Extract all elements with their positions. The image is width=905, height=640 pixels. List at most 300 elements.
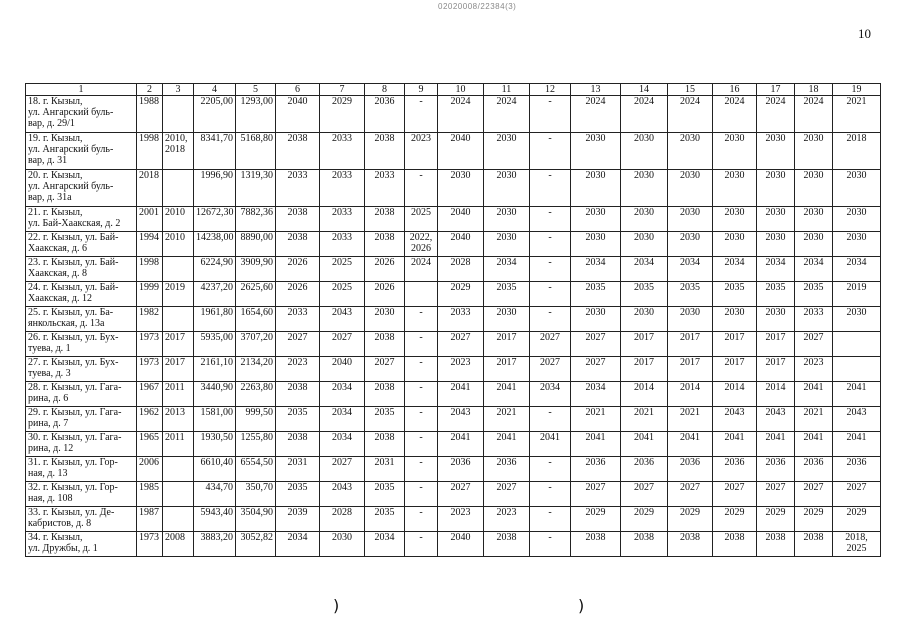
repair-year-cell: 2033 <box>276 170 320 207</box>
repair-year-cell: 2030 <box>795 232 833 257</box>
address-cell: 32. г. Кызыл, ул. Гор- ная, д. 108 <box>26 482 137 507</box>
repair-year-cell: 2026 <box>276 257 320 282</box>
year-built-cell: 1994 <box>137 232 163 257</box>
repair-year-cell: 2030 <box>757 232 795 257</box>
repair-year-cell: 2017 <box>484 357 530 382</box>
year-built-cell: 1999 <box>137 282 163 307</box>
table-row <box>26 207 881 232</box>
repair-year-cell: 2030 <box>713 307 757 332</box>
year-built-cell: 1973 <box>137 357 163 382</box>
repair-year-cell: 2024 <box>668 96 713 133</box>
repair-year-cell: 2018, 2025 <box>833 532 881 557</box>
column-number-cell: 11 <box>484 84 530 96</box>
repair-year-cell: 2041 <box>795 382 833 407</box>
column-number-cell: 9 <box>405 84 438 96</box>
repair-year-cell: 2034 <box>668 257 713 282</box>
repair-year-cell: 2034 <box>276 532 320 557</box>
living-area-cell: 3504,90 <box>236 507 276 532</box>
repair-year-cell: 2027 <box>320 457 365 482</box>
repair-year-cell: 2034 <box>484 257 530 282</box>
repair-year-cell: 2028 <box>438 257 484 282</box>
living-area-cell: 1654,60 <box>236 307 276 332</box>
repair-year-cell: 2029 <box>571 507 621 532</box>
total-area-cell: 2205,00 <box>194 96 236 133</box>
table-row <box>26 432 881 457</box>
repair-year-cell: 2036 <box>668 457 713 482</box>
repair-year-cell: 2030 <box>757 170 795 207</box>
repair-year-cell: 2027 <box>571 332 621 357</box>
total-area-cell: 4237,20 <box>194 282 236 307</box>
repair-year-cell: 2017 <box>621 357 668 382</box>
repair-year-cell: 2029 <box>621 507 668 532</box>
repair-year-cell: 2034 <box>320 407 365 432</box>
repair-year-cell: 2040 <box>438 232 484 257</box>
year-renovated-cell: 2010 <box>163 232 194 257</box>
repair-year-cell: 2030 <box>621 232 668 257</box>
year-built-cell: 1988 <box>137 96 163 133</box>
repair-year-cell: 2030 <box>621 170 668 207</box>
total-area-cell: 2161,10 <box>194 357 236 382</box>
repair-year-cell: 2041 <box>484 382 530 407</box>
scan-mark: ) <box>578 596 585 615</box>
repair-year-cell: 2034 <box>713 257 757 282</box>
repair-year-cell: 2030 <box>795 207 833 232</box>
repair-year-cell: - <box>405 432 438 457</box>
repair-year-cell: 2035 <box>571 282 621 307</box>
repair-year-cell: 2038 <box>571 532 621 557</box>
column-number-cell: 7 <box>320 84 365 96</box>
living-area-cell: 5168,80 <box>236 133 276 170</box>
repair-year-cell: 2027 <box>438 482 484 507</box>
year-built-cell: 2018 <box>137 170 163 207</box>
column-number-cell: 1 <box>26 84 137 96</box>
repair-year-cell: 2030 <box>571 170 621 207</box>
repair-year-cell: 2036 <box>438 457 484 482</box>
repair-year-cell: 2033 <box>365 170 405 207</box>
repair-year-cell: 2023 <box>405 133 438 170</box>
total-area-cell: 1930,50 <box>194 432 236 457</box>
column-number-cell: 10 <box>438 84 484 96</box>
year-renovated-cell: 2008 <box>163 532 194 557</box>
repair-year-cell: 2027 <box>530 332 571 357</box>
repair-year-cell: 2035 <box>365 482 405 507</box>
repair-year-cell: 2041 <box>795 432 833 457</box>
repair-year-cell: - <box>405 332 438 357</box>
repair-year-cell: 2041 <box>621 432 668 457</box>
repair-year-cell: 2038 <box>757 532 795 557</box>
column-number-cell: 13 <box>571 84 621 96</box>
repair-year-cell: 2030 <box>621 307 668 332</box>
repair-year-cell: 2030 <box>833 207 881 232</box>
repair-year-cell: 2027 <box>365 357 405 382</box>
repair-year-cell: 2038 <box>668 532 713 557</box>
year-renovated-cell <box>163 170 194 207</box>
year-renovated-cell <box>163 257 194 282</box>
year-built-cell: 1967 <box>137 382 163 407</box>
repair-year-cell: 2024 <box>713 96 757 133</box>
repair-year-cell: 2027 <box>530 357 571 382</box>
living-area-cell: 999,50 <box>236 407 276 432</box>
address-cell: 26. г. Кызыл, ул. Бух- туева, д. 1 <box>26 332 137 357</box>
table-row <box>26 532 881 557</box>
repair-year-cell: 2030 <box>571 133 621 170</box>
repair-year-cell: 2038 <box>276 232 320 257</box>
year-built-cell: 1962 <box>137 407 163 432</box>
repair-year-cell: 2030 <box>484 170 530 207</box>
repair-year-cell: 2040 <box>276 96 320 133</box>
year-renovated-cell <box>163 307 194 332</box>
repair-year-cell: - <box>530 133 571 170</box>
year-built-cell: 2001 <box>137 207 163 232</box>
repair-year-cell: 2041 <box>571 432 621 457</box>
repair-year-cell: 2024 <box>405 257 438 282</box>
repair-year-cell: 2041 <box>713 432 757 457</box>
repair-year-cell: 2041 <box>530 432 571 457</box>
repair-year-cell: 2043 <box>757 407 795 432</box>
repair-year-cell: 2030 <box>713 170 757 207</box>
total-area-cell: 1961,80 <box>194 307 236 332</box>
repair-year-cell: - <box>530 96 571 133</box>
column-number-cell: 12 <box>530 84 571 96</box>
repair-year-cell: 2026 <box>365 282 405 307</box>
repair-year-cell: 2035 <box>276 482 320 507</box>
column-number-cell: 2 <box>137 84 163 96</box>
repair-year-cell: 2035 <box>795 282 833 307</box>
repair-year-cell: 2030 <box>365 307 405 332</box>
repair-year-cell: 2041 <box>668 432 713 457</box>
table-row <box>26 407 881 432</box>
repair-year-cell: - <box>530 207 571 232</box>
repair-year-cell: 2038 <box>795 532 833 557</box>
repair-year-cell: 2038 <box>713 532 757 557</box>
repair-year-cell: 2019 <box>833 282 881 307</box>
repair-year-cell: 2038 <box>365 133 405 170</box>
table-row <box>26 357 881 382</box>
column-number-cell: 4 <box>194 84 236 96</box>
total-area-cell: 3440,90 <box>194 382 236 407</box>
column-number-cell: 14 <box>621 84 668 96</box>
repair-year-cell: 2035 <box>276 407 320 432</box>
address-cell: 28. г. Кызыл, ул. Гага- рина, д. 6 <box>26 382 137 407</box>
total-area-cell: 12672,30 <box>194 207 236 232</box>
repair-year-cell: 2030 <box>484 133 530 170</box>
repair-year-cell: 2034 <box>571 257 621 282</box>
repair-year-cell: 2027 <box>438 332 484 357</box>
repair-year-cell: 2029 <box>668 507 713 532</box>
repair-year-cell: 2026 <box>365 257 405 282</box>
repair-year-cell: 2023 <box>484 507 530 532</box>
living-area-cell: 8890,00 <box>236 232 276 257</box>
repair-year-cell: 2024 <box>438 96 484 133</box>
living-area-cell: 1255,80 <box>236 432 276 457</box>
repair-year-cell: 2038 <box>276 207 320 232</box>
page-number: 10 <box>858 26 871 41</box>
repair-year-cell: 2040 <box>438 133 484 170</box>
repair-year-cell: 2033 <box>320 170 365 207</box>
column-number-cell: 3 <box>163 84 194 96</box>
year-built-cell: 1973 <box>137 532 163 557</box>
repair-year-cell: 2024 <box>484 96 530 133</box>
table-row <box>26 332 881 357</box>
repair-year-cell: 2041 <box>438 382 484 407</box>
repair-year-cell: - <box>530 507 571 532</box>
address-cell: 25. г. Кызыл, ул. Ба- янкольская, д. 13а <box>26 307 137 332</box>
year-renovated-cell: 2010 <box>163 207 194 232</box>
repair-year-cell: 2036 <box>757 457 795 482</box>
repair-year-cell: 2027 <box>795 482 833 507</box>
column-number-cell: 6 <box>276 84 320 96</box>
repair-year-cell: 2030 <box>795 170 833 207</box>
repair-year-cell: 2035 <box>621 282 668 307</box>
repair-year-cell: 2025 <box>320 257 365 282</box>
address-cell: 22. г. Кызыл, ул. Бай- Хаакская, д. 6 <box>26 232 137 257</box>
repair-year-cell: - <box>405 532 438 557</box>
repair-year-cell: 2038 <box>365 207 405 232</box>
living-area-cell: 6554,50 <box>236 457 276 482</box>
repair-year-cell: 2017 <box>757 332 795 357</box>
repair-year-cell: - <box>405 382 438 407</box>
table-row <box>26 457 881 482</box>
repair-year-cell: 2038 <box>621 532 668 557</box>
living-area-cell: 2134,20 <box>236 357 276 382</box>
table-row <box>26 170 881 207</box>
repair-year-cell: - <box>530 457 571 482</box>
repair-year-cell: - <box>530 232 571 257</box>
repair-year-cell: 2027 <box>571 482 621 507</box>
repair-year-cell: 2038 <box>365 332 405 357</box>
repair-year-cell: 2029 <box>438 282 484 307</box>
repair-year-cell: 2025 <box>320 282 365 307</box>
repair-year-cell: 2023 <box>795 357 833 382</box>
total-area-cell: 1581,00 <box>194 407 236 432</box>
repair-year-cell: 2033 <box>438 307 484 332</box>
repair-year-cell: 2026 <box>276 282 320 307</box>
repair-year-cell: 2030 <box>621 133 668 170</box>
column-number-cell: 5 <box>236 84 276 96</box>
housing-repair-table <box>25 83 881 557</box>
repair-year-cell: - <box>530 257 571 282</box>
column-number-cell: 19 <box>833 84 881 96</box>
repair-year-cell: 2036 <box>571 457 621 482</box>
repair-year-cell: 2033 <box>795 307 833 332</box>
year-renovated-cell: 2010, 2018 <box>163 133 194 170</box>
repair-year-cell: 2039 <box>276 507 320 532</box>
repair-year-cell: 2030 <box>757 133 795 170</box>
repair-year-cell: 2027 <box>320 332 365 357</box>
repair-year-cell: 2035 <box>365 507 405 532</box>
repair-year-cell: 2014 <box>621 382 668 407</box>
total-area-cell: 6224,90 <box>194 257 236 282</box>
repair-year-cell: 2023 <box>438 507 484 532</box>
repair-year-cell: 2030 <box>621 207 668 232</box>
repair-year-cell: 2030 <box>668 170 713 207</box>
repair-year-cell: 2024 <box>795 96 833 133</box>
repair-year-cell: 2030 <box>571 232 621 257</box>
repair-year-cell: 2028 <box>320 507 365 532</box>
repair-year-cell: 2033 <box>320 133 365 170</box>
table-row <box>26 382 881 407</box>
repair-year-cell: 2035 <box>484 282 530 307</box>
year-renovated-cell <box>163 482 194 507</box>
repair-year-cell: 2021 <box>668 407 713 432</box>
address-cell: 27. г. Кызыл, ул. Бух- туева, д. 3 <box>26 357 137 382</box>
repair-year-cell: - <box>530 170 571 207</box>
repair-year-cell: 2017 <box>668 357 713 382</box>
address-cell: 31. г. Кызыл, ул. Гор- ная, д. 13 <box>26 457 137 482</box>
table-row <box>26 282 881 307</box>
living-area-cell: 350,70 <box>236 482 276 507</box>
repair-year-cell: 2041 <box>833 382 881 407</box>
year-built-cell: 1973 <box>137 332 163 357</box>
document-code: 02020008/22384(3) <box>438 2 517 11</box>
address-cell: 21. г. Кызыл, ул. Бай-Хаакская, д. 2 <box>26 207 137 232</box>
repair-year-cell: 2043 <box>320 482 365 507</box>
repair-year-cell: 2030 <box>833 170 881 207</box>
repair-year-cell: 2038 <box>276 133 320 170</box>
repair-year-cell: 2029 <box>713 507 757 532</box>
total-area-cell: 6610,40 <box>194 457 236 482</box>
repair-year-cell: 2027 <box>621 482 668 507</box>
year-renovated-cell <box>163 96 194 133</box>
repair-year-cell: 2017 <box>713 357 757 382</box>
repair-year-cell: 2031 <box>276 457 320 482</box>
repair-year-cell: 2031 <box>365 457 405 482</box>
repair-year-cell: 2036 <box>484 457 530 482</box>
table-row <box>26 507 881 532</box>
repair-year-cell: 2030 <box>833 232 881 257</box>
total-area-cell: 434,70 <box>194 482 236 507</box>
repair-year-cell: 2038 <box>276 432 320 457</box>
table-row <box>26 307 881 332</box>
repair-year-cell <box>833 357 881 382</box>
repair-year-cell: 2021 <box>621 407 668 432</box>
repair-year-cell: 2030 <box>484 207 530 232</box>
repair-year-cell: 2021 <box>833 96 881 133</box>
repair-year-cell: 2029 <box>757 507 795 532</box>
repair-year-cell: 2030 <box>713 207 757 232</box>
repair-year-cell: 2038 <box>365 232 405 257</box>
repair-year-cell: 2030 <box>713 133 757 170</box>
total-area-cell: 8341,70 <box>194 133 236 170</box>
address-cell: 34. г. Кызыл, ул. Дружбы, д. 1 <box>26 532 137 557</box>
repair-year-cell: 2021 <box>795 407 833 432</box>
address-cell: 23. г. Кызыл, ул. Бай- Хаакская, д. 8 <box>26 257 137 282</box>
repair-year-cell: 2034 <box>530 382 571 407</box>
repair-year-cell: 2041 <box>833 432 881 457</box>
repair-year-cell: 2027 <box>484 482 530 507</box>
living-area-cell: 2263,80 <box>236 382 276 407</box>
repair-year-cell: 2027 <box>757 482 795 507</box>
repair-year-cell: 2024 <box>571 96 621 133</box>
repair-year-cell: 2034 <box>795 257 833 282</box>
repair-year-cell: 2043 <box>438 407 484 432</box>
repair-year-cell: 2024 <box>621 96 668 133</box>
year-renovated-cell: 2017 <box>163 332 194 357</box>
repair-year-cell: 2030 <box>571 307 621 332</box>
address-cell: 19. г. Кызыл, ул. Ангарский буль- вар, д. 31 <box>26 133 137 170</box>
repair-year-cell: 2030 <box>320 532 365 557</box>
table-row <box>26 257 881 282</box>
repair-year-cell: 2030 <box>668 232 713 257</box>
repair-year-cell: 2030 <box>484 232 530 257</box>
repair-year-cell: 2024 <box>757 96 795 133</box>
repair-year-cell: 2030 <box>668 307 713 332</box>
repair-year-cell: - <box>530 407 571 432</box>
repair-year-cell: - <box>405 482 438 507</box>
repair-year-cell: 2030 <box>668 207 713 232</box>
column-number-cell: 18 <box>795 84 833 96</box>
repair-year-cell: 2030 <box>484 307 530 332</box>
repair-year-cell: 2017 <box>621 332 668 357</box>
repair-year-cell: 2033 <box>320 207 365 232</box>
repair-year-cell: 2040 <box>320 357 365 382</box>
repair-year-cell: 2030 <box>833 307 881 332</box>
scan-mark: ) <box>333 596 340 615</box>
repair-year-cell: 2034 <box>571 382 621 407</box>
repair-year-cell: 2018 <box>833 133 881 170</box>
repair-year-cell: 2027 <box>713 482 757 507</box>
repair-year-cell: 2035 <box>757 282 795 307</box>
repair-year-cell: 2034 <box>621 257 668 282</box>
repair-year-cell: 2030 <box>668 133 713 170</box>
repair-year-cell: - <box>530 532 571 557</box>
year-built-cell: 1985 <box>137 482 163 507</box>
repair-year-cell: 2014 <box>713 382 757 407</box>
column-number-cell: 15 <box>668 84 713 96</box>
repair-year-cell <box>405 282 438 307</box>
repair-year-cell: 2038 <box>365 382 405 407</box>
repair-year-cell: 2038 <box>484 532 530 557</box>
repair-year-cell: 2017 <box>713 332 757 357</box>
living-area-cell: 3052,82 <box>236 532 276 557</box>
address-cell: 33. г. Кызыл, ул. Де- кабристов, д. 8 <box>26 507 137 532</box>
repair-year-cell: 2029 <box>833 507 881 532</box>
repair-year-cell: 2017 <box>757 357 795 382</box>
repair-year-cell: 2036 <box>713 457 757 482</box>
repair-year-cell: 2030 <box>438 170 484 207</box>
repair-year-cell: 2034 <box>320 382 365 407</box>
repair-year-cell: 2036 <box>365 96 405 133</box>
repair-year-cell: 2033 <box>320 232 365 257</box>
repair-year-cell: 2043 <box>713 407 757 432</box>
living-area-cell: 3707,20 <box>236 332 276 357</box>
living-area-cell: 1293,00 <box>236 96 276 133</box>
repair-year-cell: 2027 <box>795 332 833 357</box>
repair-year-cell: 2030 <box>757 307 795 332</box>
address-cell: 20. г. Кызыл, ул. Ангарский буль- вар, д. 31а <box>26 170 137 207</box>
repair-year-cell: 2035 <box>365 407 405 432</box>
repair-year-cell: 2034 <box>833 257 881 282</box>
repair-year-cell: 2036 <box>621 457 668 482</box>
total-area-cell: 3883,20 <box>194 532 236 557</box>
repair-year-cell: - <box>530 307 571 332</box>
repair-year-cell: 2035 <box>668 282 713 307</box>
repair-year-cell: 2040 <box>438 532 484 557</box>
address-cell: 18. г. Кызыл, ул. Ангарский буль- вар, д. 29/1 <box>26 96 137 133</box>
repair-year-cell: 2036 <box>795 457 833 482</box>
year-built-cell: 1998 <box>137 257 163 282</box>
table-row <box>26 232 881 257</box>
repair-year-cell: - <box>405 307 438 332</box>
year-renovated-cell: 2017 <box>163 357 194 382</box>
year-renovated-cell <box>163 507 194 532</box>
living-area-cell: 2625,60 <box>236 282 276 307</box>
repair-year-cell: 2027 <box>833 482 881 507</box>
repair-year-cell: 2021 <box>484 407 530 432</box>
repair-year-cell: - <box>405 96 438 133</box>
year-built-cell: 1998 <box>137 133 163 170</box>
column-number-cell: 17 <box>757 84 795 96</box>
